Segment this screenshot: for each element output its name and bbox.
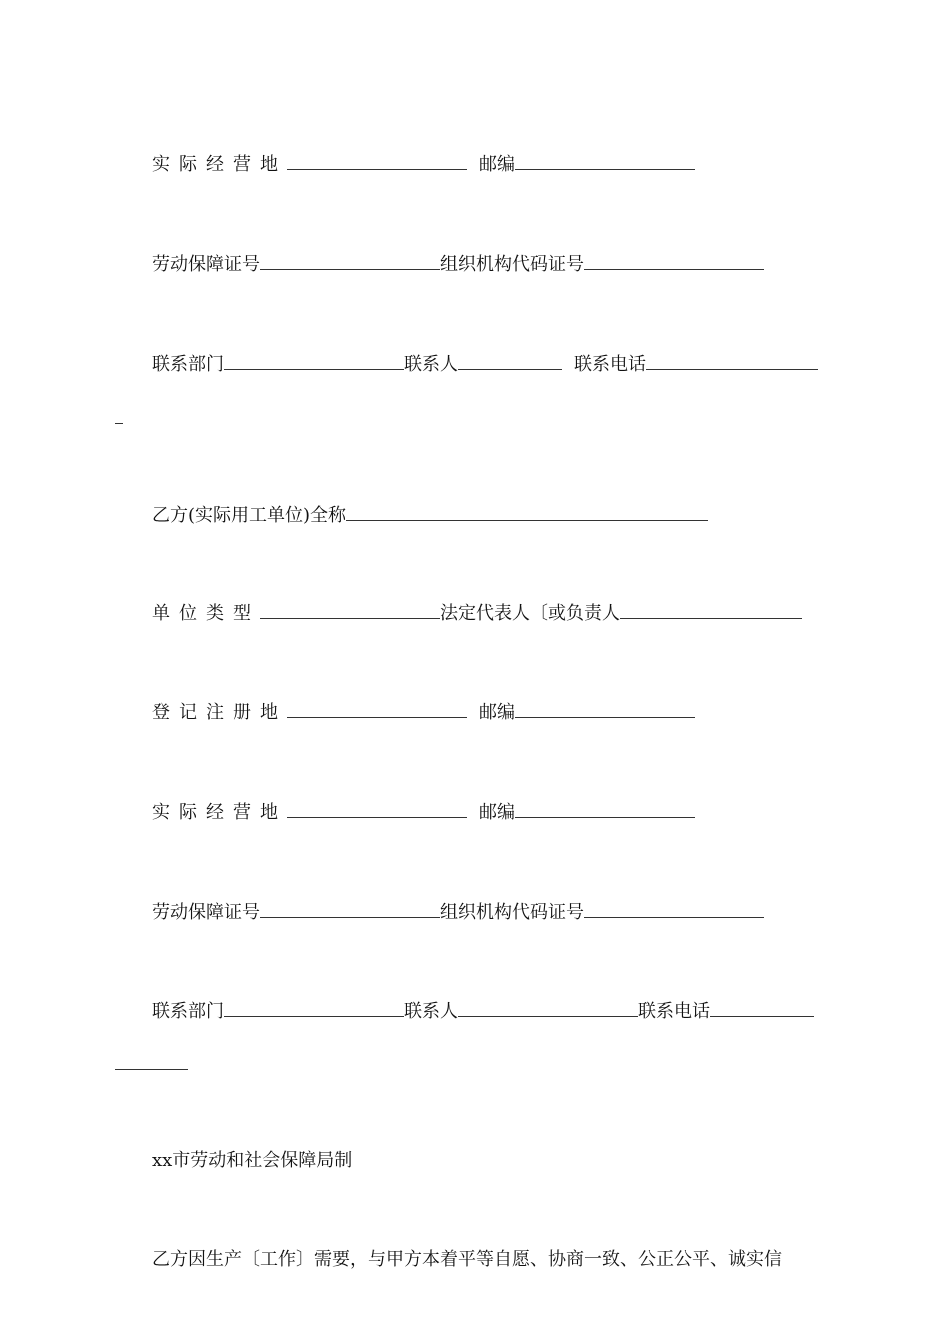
blank-biz-address[interactable] bbox=[287, 153, 467, 170]
blank-postcode[interactable] bbox=[515, 801, 695, 818]
blank-reg-address[interactable] bbox=[287, 701, 467, 718]
blank-labor-cert[interactable] bbox=[260, 253, 440, 270]
blank-labor-cert[interactable] bbox=[260, 901, 440, 918]
label-contact: 联系人 bbox=[404, 354, 458, 375]
blank-contact[interactable] bbox=[458, 353, 562, 370]
blank-phone-continuation[interactable] bbox=[115, 1069, 188, 1070]
label-biz-address: 实际经营地 bbox=[152, 802, 287, 823]
label-dept: 联系部门 bbox=[152, 354, 224, 375]
field-row-labor-cert bbox=[152, 253, 764, 276]
label-org-code: 组织机构代码证号 bbox=[440, 254, 584, 275]
field-row-labor-cert-b bbox=[152, 901, 764, 924]
field-row-unit-type bbox=[152, 602, 802, 625]
blank-phone-continuation[interactable] bbox=[115, 423, 123, 424]
blank-legal-rep[interactable] bbox=[620, 602, 802, 619]
blank-org-code[interactable] bbox=[584, 253, 764, 270]
field-row-reg-address bbox=[152, 701, 695, 724]
field-row-biz-address bbox=[152, 153, 695, 176]
label-postcode: 邮编 bbox=[479, 154, 515, 175]
blank-biz-address[interactable] bbox=[287, 801, 467, 818]
label-unit-type: 单位类型 bbox=[152, 603, 260, 624]
label-labor-cert: 劳动保障证号 bbox=[152, 254, 260, 275]
issuer-line: xx市劳动和社会保障局制 bbox=[152, 1150, 353, 1171]
blank-org-code[interactable] bbox=[584, 901, 764, 918]
label-phone: 联系电话 bbox=[574, 354, 646, 375]
blank-full-name[interactable] bbox=[346, 504, 708, 521]
label-org-code: 组织机构代码证号 bbox=[440, 902, 584, 923]
label-legal-rep: 法定代表人〔或负责人 bbox=[440, 603, 620, 624]
label-biz-address: 实际经营地 bbox=[152, 154, 287, 175]
blank-unit-type[interactable] bbox=[260, 602, 440, 619]
label-postcode: 邮编 bbox=[479, 702, 515, 723]
blank-contact[interactable] bbox=[458, 1000, 638, 1017]
blank-dept[interactable] bbox=[224, 1000, 404, 1017]
label-full-name: 乙方(实际用工单位)全称 bbox=[152, 505, 347, 526]
label-postcode: 邮编 bbox=[479, 802, 515, 823]
blank-phone[interactable] bbox=[710, 1000, 814, 1017]
blank-dept[interactable] bbox=[224, 353, 404, 370]
label-phone: 联系电话 bbox=[638, 1001, 710, 1022]
label-contact: 联系人 bbox=[404, 1001, 458, 1022]
label-reg-address: 登记注册地 bbox=[152, 702, 287, 723]
blank-postcode[interactable] bbox=[515, 701, 695, 718]
label-labor-cert: 劳动保障证号 bbox=[152, 902, 260, 923]
field-row-biz-address-b bbox=[152, 801, 695, 824]
field-row-contact-b bbox=[152, 1000, 814, 1023]
field-row-contact bbox=[152, 353, 818, 376]
blank-postcode[interactable] bbox=[515, 153, 695, 170]
field-row-full-name bbox=[152, 504, 708, 527]
blank-phone[interactable] bbox=[646, 353, 818, 370]
clause-paragraph: 乙方因生产〔工作〕需要，与甲方本着平等自愿、协商一致、公正公平、诚实信 bbox=[152, 1249, 782, 1270]
label-dept: 联系部门 bbox=[152, 1001, 224, 1022]
